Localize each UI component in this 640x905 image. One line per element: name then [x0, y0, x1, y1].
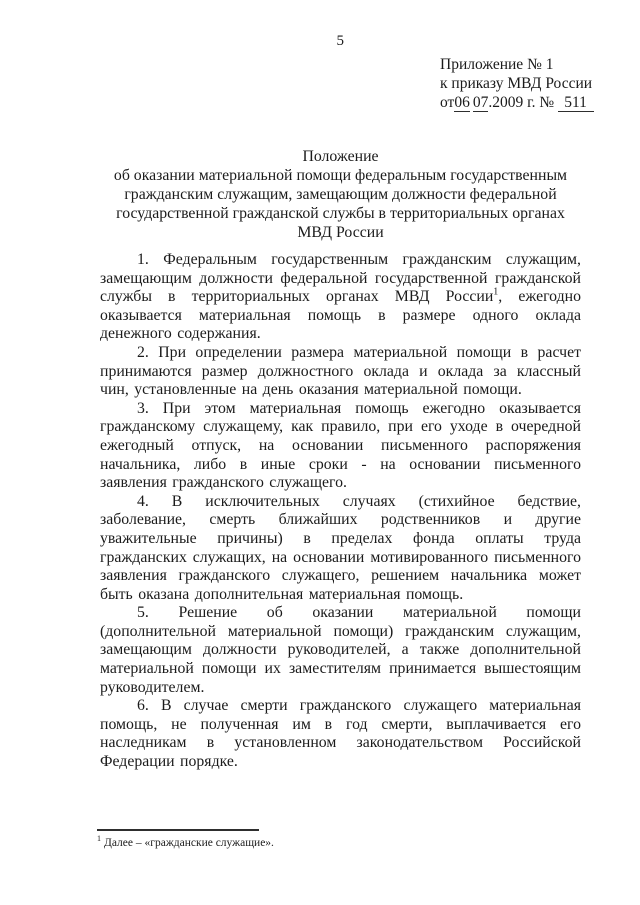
document-title: [100, 147, 581, 242]
appendix-line-1: Приложение № 1: [440, 56, 554, 73]
footnote-marker: 1: [97, 834, 101, 844]
footnote-text: [97, 836, 578, 850]
page-number: 5: [336, 33, 345, 49]
paragraph-1: [100, 251, 581, 344]
date-month-value: 07: [472, 94, 489, 111]
date-day-value: 06: [454, 94, 470, 111]
paragraph-3: 3. При этом материальная помощь ежегодно оказывается гражданскому служащему, как правило, при его уходе в очередной ежегодный отпуск, на основании письменного распоряжения начальника, либо в иные сроки - на основании письменного заявления гражданского служащего.: [100, 399, 581, 492]
paragraph-2: 2. При определении размера материальной помощи в расчет принимаются размер должностного оклада и оклада за классный чин, установленные на день оказания материальной помощи.: [100, 343, 581, 399]
title-line: об оказании материальной помощи федеральным государственным: [113, 167, 568, 184]
date-prefix: от: [440, 94, 455, 111]
footnote-body: Далее – «гражданские служащие».: [104, 837, 274, 849]
appendix-block: [440, 55, 594, 112]
date-mid: .2009 г. №: [488, 94, 555, 111]
paragraph-1-text: 1. Федеральным государственным гражданским служащим, замещающим должности федеральной государственной гражданской службы в территориальных органах МВД России: [100, 251, 581, 306]
title-line: Положение: [302, 148, 379, 165]
paragraph-6: 6. В случае смерти гражданского служащего материальная помощь, не полученная им в год смерти, выплачивается его наследникам в установленном законодательством Российской Федерации порядке.: [100, 697, 581, 771]
paragraph-4: 4. В исключительных случаях (стихийное бедствие, заболевание, смерть ближайших родственников и другие уважительные причины) в пределах фонда оплаты труда гражданских служащих, на основании мотивированного письменного заявления гражданского служащего, решением начальника может быть оказана дополнительная материальная помощь.: [100, 492, 581, 603]
paragraph-5: 5. Решение об оказании материальной помощи (дополнительной материальной помощи) гражданским служащим, замещающим должности руководителей, а также дополнительной материальной помощи их заместителям принимается вышестоящим руководителем.: [100, 604, 581, 696]
footnote-block: [97, 829, 578, 850]
title-line: государственной гражданской службы в территориальных органах: [116, 205, 565, 222]
document-body: [100, 251, 581, 772]
title-line: гражданским служащим, замещающим должности федеральной: [124, 186, 557, 203]
footnote-reference-marker: 1: [493, 286, 499, 298]
appendix-line-2: к приказу МВД России: [440, 75, 593, 92]
appendix-date-line: [440, 93, 594, 112]
title-line: МВД России: [297, 224, 384, 241]
order-number-value: 511: [558, 94, 594, 112]
footnote-separator-line: [97, 829, 259, 831]
paragraph-1-text-continued: , ежегодно оказывается материальная помощь в размере одного оклада денежного содержания.: [100, 288, 582, 343]
